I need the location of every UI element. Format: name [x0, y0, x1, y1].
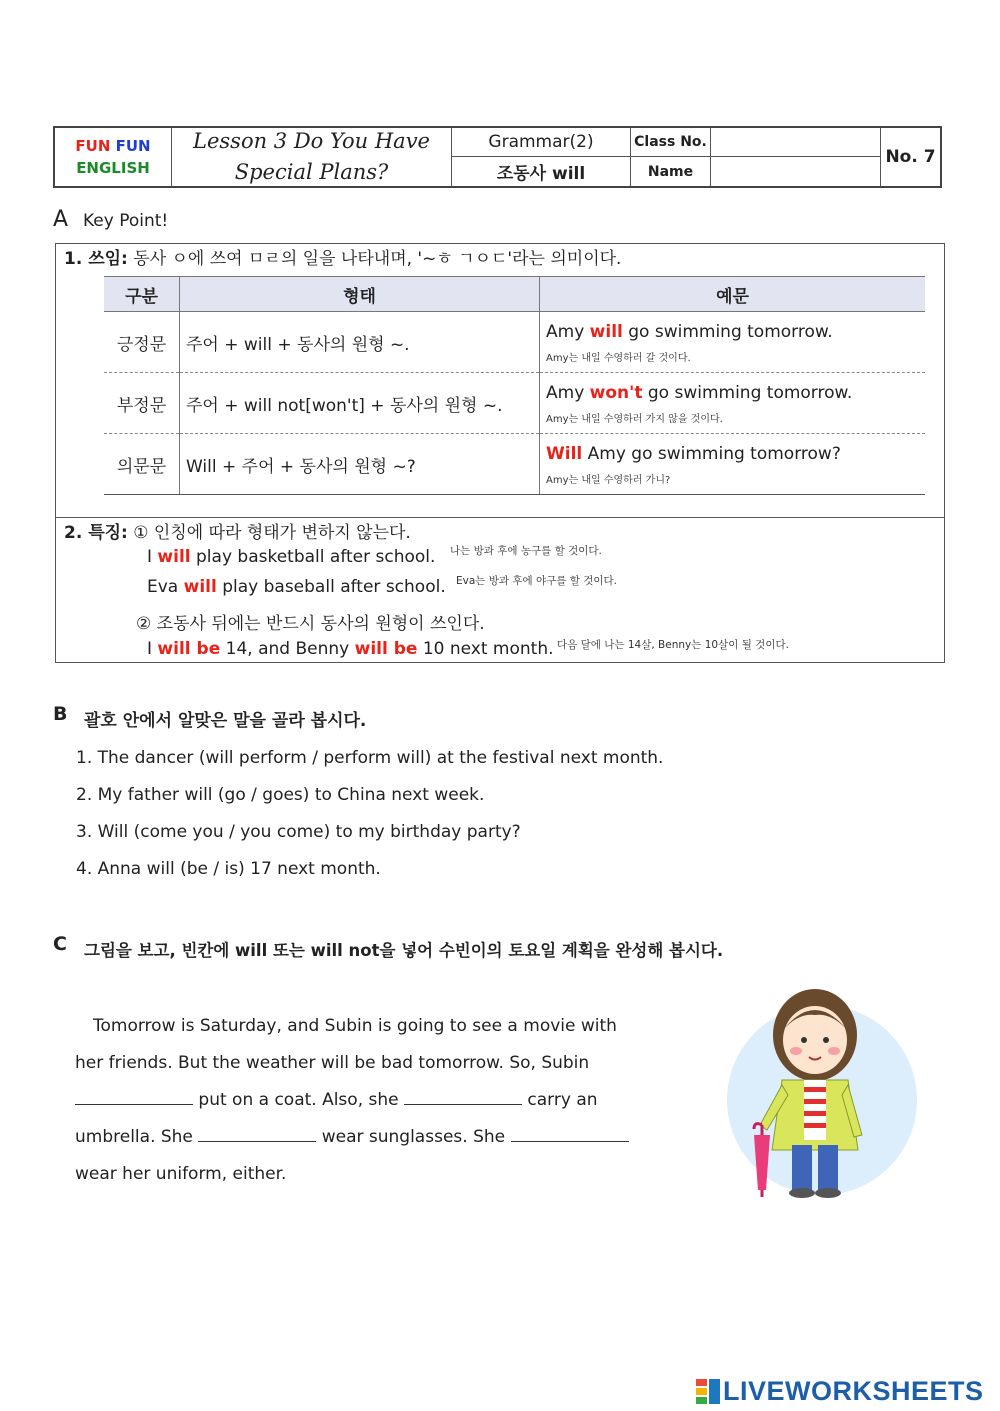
- usage-text: 동사 ㅇ에 쓰여 ㅁㄹ의 일을 나타내며, '~ㅎ ㄱㅇㄷ'라는 의미이다.: [133, 249, 622, 269]
- example-translation: Amy는 내일 수영하러 가지 않을 것이다.: [546, 413, 723, 425]
- table-row: [104, 312, 925, 373]
- row-example: [540, 312, 926, 373]
- table-header-type: 구분: [104, 277, 180, 312]
- ex-highlight: will: [183, 577, 217, 597]
- answer-blank-3[interactable]: [198, 1127, 316, 1142]
- feature-2-text: ② 조동사 뒤에는 반드시 동사의 원형이 쓰인다.: [136, 614, 485, 634]
- section-c-title: 그림을 보고, 빈칸에 will 또는 will not을 넣어 수빈이의 토요일 계획을 완성해 봅시다.: [84, 941, 724, 960]
- fun-word-1: FUN: [75, 137, 111, 155]
- liveworksheets-logo: [696, 1376, 984, 1407]
- row-form: 주어 + will not[won't] + 동사의 원형 ~.: [180, 373, 540, 434]
- para-line-2: her friends. But the weather will be bad tomorrow. So, Subin: [75, 1053, 590, 1073]
- table-header-example: 예문: [540, 277, 926, 312]
- row-example: [540, 373, 926, 434]
- row-example: [540, 434, 926, 495]
- example-post: go swimming tomorrow.: [642, 382, 853, 403]
- english-word: ENGLISH: [76, 159, 150, 177]
- subin-paragraph: [75, 1008, 665, 1193]
- para-text: put on a coat. Also, she: [198, 1090, 399, 1110]
- question-4[interactable]: 4. Anna will (be / is) 17 next month.: [76, 859, 381, 879]
- feature-label: 2. 특징:: [64, 523, 128, 543]
- section-b-title: 괄호 안에서 알맞은 말을 골라 봅시다.: [84, 711, 367, 731]
- lesson-title-line2: Special Plans?: [234, 160, 389, 184]
- row-form: Will + 주어 + 동사의 원형 ~?: [180, 434, 540, 495]
- feature-1-example-2-translation: Eva는 방과 후에 야구를 할 것이다.: [456, 575, 618, 587]
- example-translation: Amy는 내일 수영하러 가니?: [546, 474, 671, 486]
- ex-pre: Eva: [147, 577, 184, 597]
- ex-post: play baseball after school.: [216, 577, 446, 597]
- ex-mid: 14, and Benny: [220, 639, 355, 659]
- example-highlight: won't: [589, 382, 643, 403]
- para-line-5: wear her uniform, either.: [75, 1164, 287, 1184]
- example-post: go swimming tomorrow.: [622, 321, 833, 342]
- grammar-label: Grammar(2): [452, 128, 631, 157]
- ex-highlight: will: [157, 547, 191, 567]
- girl-with-umbrella-illustration: [712, 985, 917, 1210]
- example-pre: Amy: [546, 321, 590, 342]
- question-3[interactable]: 3. Will (come you / you come) to my birthday party?: [76, 822, 521, 842]
- ex-post: play basketball after school.: [190, 547, 436, 567]
- fun-english-logo: [55, 128, 172, 186]
- header-table: [53, 126, 942, 188]
- grammar-forms-table: [104, 276, 925, 495]
- question-2[interactable]: 2. My father will (go / goes) to China next week.: [76, 785, 485, 805]
- ex-pre: I: [147, 639, 158, 659]
- feature-1-example-1-translation: 나는 방과 후에 농구를 할 것이다.: [450, 545, 602, 557]
- ex-highlight-1: will be: [157, 639, 221, 659]
- example-highlight: Will: [546, 443, 583, 464]
- para-line-1: Tomorrow is Saturday, and Subin is going to see a movie with: [93, 1016, 617, 1036]
- class-no-field[interactable]: [711, 128, 881, 157]
- table-header-form: 형태: [180, 277, 540, 312]
- row-form: 주어 + will + 동사의 원형 ~.: [180, 312, 540, 373]
- answer-blank-1[interactable]: [75, 1090, 193, 1105]
- feature-2-example-translation: 다음 달에 나는 14살, Benny는 10살이 될 것이다.: [557, 639, 789, 651]
- example-post: Amy go swimming tomorrow?: [582, 443, 841, 464]
- para-line-3: [75, 1082, 665, 1119]
- lesson-title: [172, 128, 452, 186]
- liveworksheets-icon: [696, 1379, 720, 1405]
- row-type: 부정문: [104, 373, 180, 434]
- question-1[interactable]: 1. The dancer (will perform / perform will) at the festival next month.: [76, 748, 664, 768]
- example-translation: Amy는 내일 수영하러 갈 것이다.: [546, 352, 691, 364]
- feature-1-example-1: [147, 547, 435, 567]
- lesson-title-line1: Lesson 3 Do You Have: [193, 129, 430, 153]
- usage-label: 1. 쓰임:: [64, 249, 128, 269]
- example-highlight: will: [589, 321, 623, 342]
- feature-1-example-2: [147, 577, 446, 597]
- para-text: umbrella. She: [75, 1127, 193, 1147]
- usage-line: [64, 244, 621, 269]
- feature-line: [64, 518, 411, 543]
- ex-post: 10 next month.: [417, 639, 554, 659]
- class-no-label: Class No.: [631, 128, 711, 157]
- feature-1-text: ① 인칭에 따라 형태가 변하지 않는다.: [133, 523, 411, 543]
- para-text: carry an: [527, 1090, 598, 1110]
- table-row: [104, 373, 925, 434]
- para-text: wear sunglasses. She: [321, 1127, 506, 1147]
- section-a-title: Key Point!: [83, 211, 169, 231]
- row-type: 의문문: [104, 434, 180, 495]
- section-a-letter: A: [53, 207, 69, 232]
- para-line-4: [75, 1119, 665, 1156]
- table-header-row: [104, 277, 925, 312]
- section-b-letter: B: [53, 703, 68, 725]
- row-type: 긍정문: [104, 312, 180, 373]
- name-field[interactable]: [711, 157, 881, 186]
- ex-highlight-2: will be: [354, 639, 418, 659]
- ex-pre: I: [147, 547, 158, 567]
- grammar-topic: 조동사 will: [452, 157, 631, 186]
- name-label: Name: [631, 157, 711, 186]
- answer-blank-2[interactable]: [404, 1090, 522, 1105]
- section-c-letter: C: [53, 933, 67, 955]
- example-pre: Amy: [546, 382, 590, 403]
- number-label: No. 7: [885, 147, 936, 167]
- table-row: [104, 434, 925, 495]
- liveworksheets-text: LIVEWORKSHEETS: [723, 1376, 984, 1406]
- fun-word-2: FUN: [115, 137, 151, 155]
- answer-blank-4[interactable]: [511, 1127, 629, 1142]
- feature-2-example: [147, 639, 554, 659]
